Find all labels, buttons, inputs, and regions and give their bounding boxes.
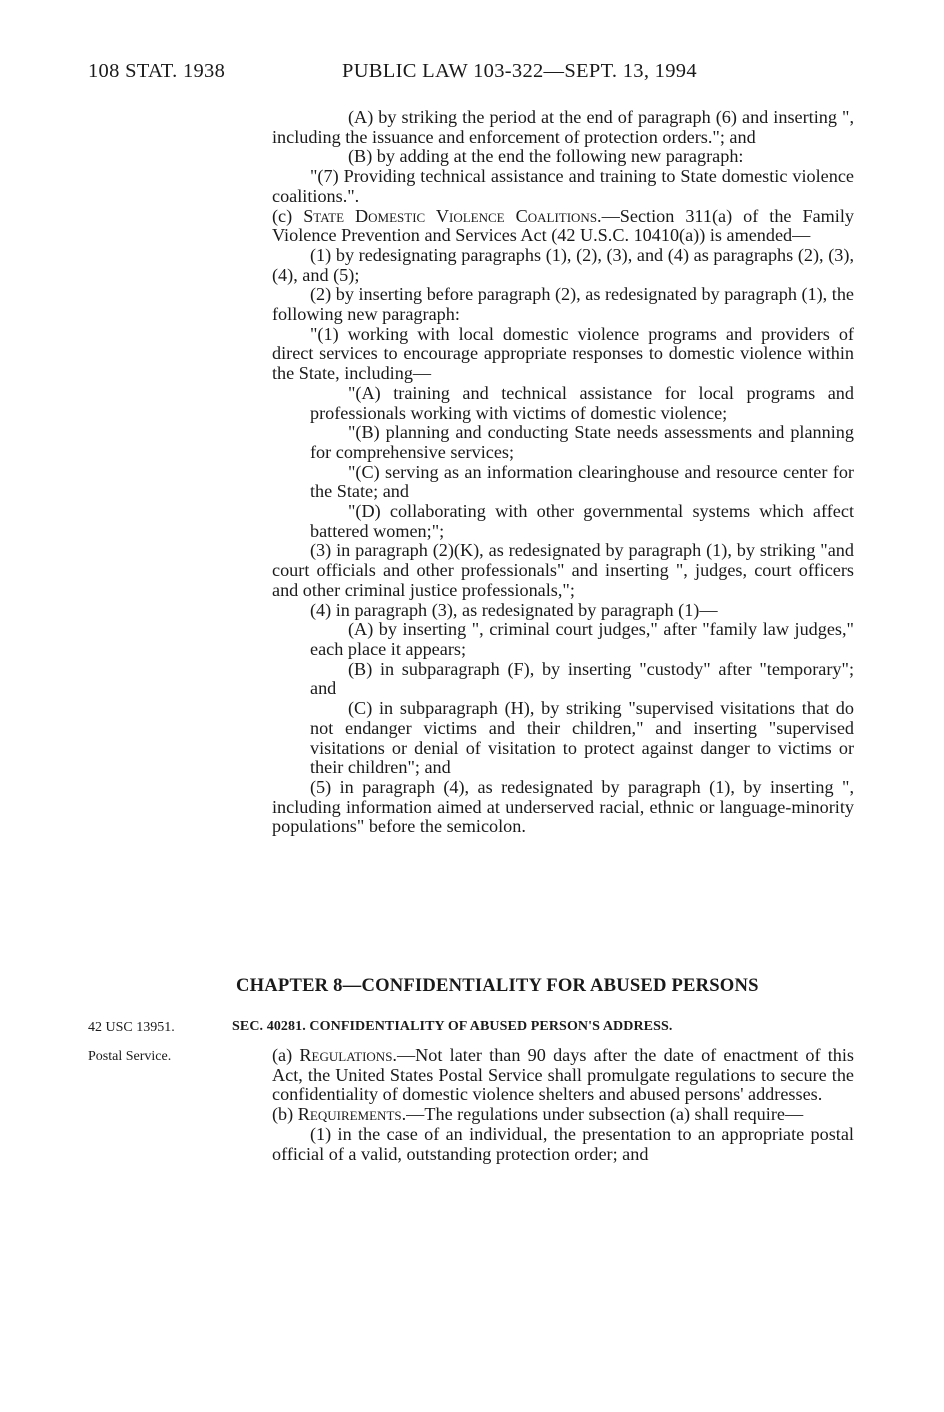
paragraph-new-1-c: "(C) serving as an information clearinghouse and resource center for the State; and [310, 461, 854, 502]
paragraph-new-1-b: "(B) planning and conducting State needs assessments and planning for comprehensive services; [310, 422, 854, 462]
paragraph-c-5: (5) in paragraph (4), as redesignated by paragraph (1), by inserting ", including information aimed at underserved racial, ethnic or language-minority populations" before the semicolon. [272, 776, 854, 837]
subsection-b [272, 1105, 854, 1125]
subsection-c-text: Section 311(a) of the Family Violence Prevention and Services Act (42 U.S.C. 10410(a)) is amended— [272, 205, 855, 246]
paragraph-c-1: (1) by redesignating paragraphs (1), (2), (3), and (4) as paragraphs (2), (3), (4), and (5); [272, 244, 854, 285]
paragraph-b-1: (1) in the case of an individual, the presentation to an appropriate postal official of a valid, outstanding protection order; and [272, 1123, 854, 1164]
subsection-a-text: —Not later than 90 days after the date of enactment of this Act, the United States Postal Service shall promulgate regulations to secure the confidentiality of domestic violence shelters and abused persons' addresses. [272, 1045, 855, 1105]
chapter-title: CHAPTER 8—CONFIDENTIALITY FOR ABUSED PERSONS [236, 975, 759, 996]
paragraph-c-3: (3) in paragraph (2)(K), as redesignated by paragraph (1), by striking "and court officials and other professionals" and inserting ", judges, court officers and other criminal justice professionals,"; [272, 540, 854, 600]
subsection-a [272, 1046, 854, 1105]
law-title: PUBLIC LAW 103-322—SEPT. 13, 1994 [342, 60, 697, 82]
subsection-c-dash: — [601, 205, 620, 226]
subsection-c [272, 207, 854, 246]
paragraph-new-1-a: "(A) training and technical assistance for local programs and professionals working with victims of domestic violence; [310, 382, 854, 423]
paragraph-c-4-a: (A) by inserting ", criminal court judges," after "family law judges," each place it appears; [310, 619, 854, 659]
paragraph-new-1: "(1) working with local domestic violence programs and providers of direct services to encourage appropriate responses to domestic violence within the State, including— [272, 323, 854, 384]
paragraph-amend-a: (A) by striking the period at the end of paragraph (6) and inserting ", including the issuance and enforcement of protection orders."; and [272, 107, 854, 147]
paragraph-new-7: "(7) Providing technical assistance and training to State domestic violence coalitions.". [272, 166, 854, 206]
margin-note-postal: Postal Service. [88, 1049, 172, 1064]
subsection-c-heading: State Domestic Violence Coalitions. [303, 205, 602, 226]
subsection-b-text: —The regulations under subsection (a) shall require— [406, 1104, 804, 1125]
subsection-b-heading: Requirements. [297, 1104, 407, 1125]
paragraph-amend-b: (B) by adding at the end the following new paragraph: [348, 146, 744, 167]
subsection-a-heading: Regulations. [299, 1045, 397, 1065]
subsection-a-label: (a) [272, 1045, 300, 1065]
subsection-c-label: (c) [272, 205, 304, 226]
main-text [272, 108, 854, 837]
section-text [272, 1046, 854, 1164]
paragraph-new-1-d: "(D) collaborating with other governmental systems which affect battered women;"; [310, 501, 854, 541]
paragraph-c-4-c: (C) in subparagraph (H), by striking "supervised visitations that do not endanger victims and their children," and inserting "supervised visitations or denial of visitation to protect against danger to victims or their children"; and [310, 698, 854, 778]
section-heading: SEC. 40281. CONFIDENTIALITY OF ABUSED PERSON'S ADDRESS. [232, 1019, 673, 1034]
paragraph-c-4-b: (B) in subparagraph (F), by inserting "custody" after "temporary"; and [310, 658, 854, 699]
paragraph-c-2: (2) by inserting before paragraph (2), as redesignated by paragraph (1), the following new paragraph: [272, 284, 854, 325]
subsection-b-label: (b) [272, 1104, 298, 1125]
margin-note-usc: 42 USC 13951. [88, 1020, 175, 1035]
paragraph-c-4: (4) in paragraph (3), as redesignated by paragraph (1)— [310, 599, 718, 620]
stat-citation: 108 STAT. 1938 [88, 60, 226, 82]
